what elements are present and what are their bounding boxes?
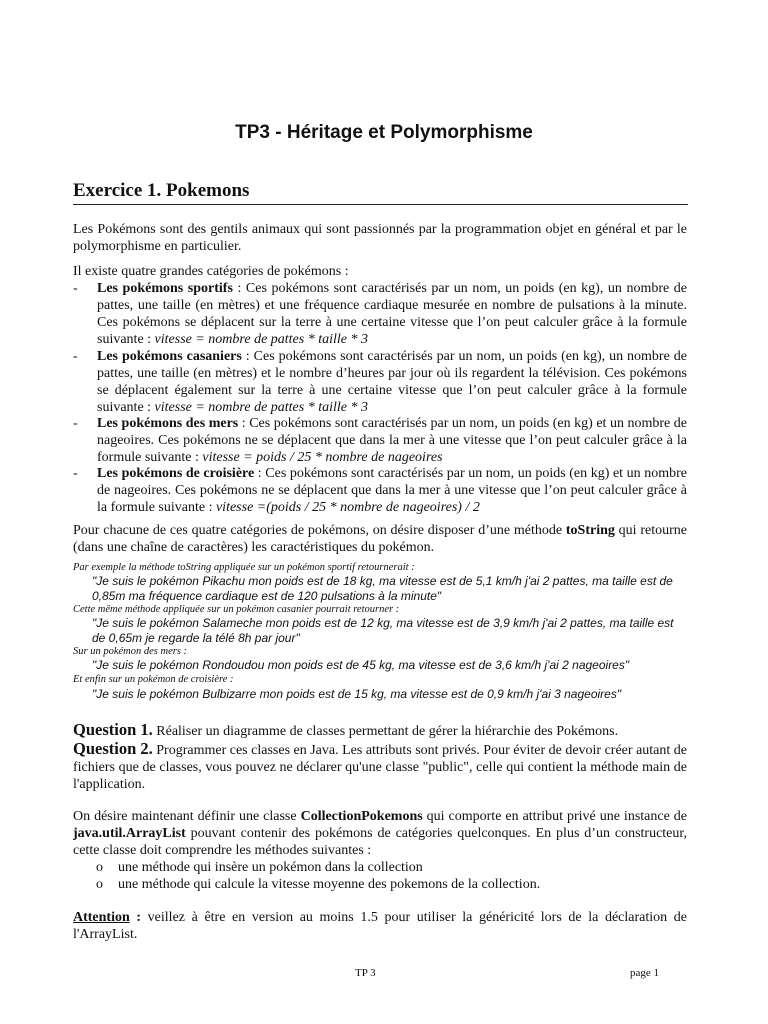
attention-label: Attention <box>73 910 130 925</box>
category-name: Les pokémons des mers <box>97 416 239 431</box>
category-formula: vitesse = poids / 25 * nombre de nageoires <box>202 450 443 465</box>
example-label: Par exemple la méthode toString appliquée sur un pokémon sportif retournerait : <box>73 562 415 573</box>
category-desc: : Ces pokémons sont caractérisés par un nom, un poids (en kg) et un nombre de nageoires. Ces pokémons ne se déplacent que dans la mer à une vitesse que l’on peut calculer grâce à la formule suivante : <box>97 466 687 515</box>
footer-center: TP 3 <box>355 967 376 979</box>
category-name: Les pokémons de croisière <box>97 466 255 481</box>
category-desc: : Ces pokémons sont caractérisés par un nom, un poids (en kg), un nombre de pattes, une taille (en mètres) et une fréquence cardiaque mesurée en nombre de pulsations à la minute. Ces pokémons se déplacent sur la terre à une certaine vitesse que l’on peut calculer grâce à la formule suivante : <box>97 281 688 347</box>
example-quote: "Je suis le pokémon Salameche mon poids est de 12 kg, ma vitesse est de 3,9 km/h j'ai 2 pattes, ma taille est de 0,65m je regarde la télé 8h par jour" <box>92 616 674 645</box>
example-label: Sur un pokémon des mers : <box>73 646 188 657</box>
list-marker: o <box>96 877 103 892</box>
bullet-dash: - <box>73 416 78 431</box>
intro-paragraph: Les Pokémons sont des gentils animaux qui sont passionnés par la programmation objet en général et par le polymorphisme en particulier. <box>73 222 687 254</box>
example-label: Cette même méthode appliquée sur un pokémon casanier pourrait retourner : <box>73 604 400 615</box>
collection-class-name: CollectionPokemons <box>300 809 423 824</box>
bullet-dash: - <box>73 349 78 364</box>
categories-intro: Il existe quatre grandes catégories de pokémons : <box>73 264 349 279</box>
list-item: o une méthode qui calcule la vitesse moyenne des pokemons de la collection. <box>96 877 541 892</box>
category-desc: : Ces pokémons sont caractérisés par un nom, un poids (en kg), un nombre de pattes, une taille (en mètres) et le nombre d’heures par jour où ils regardent la télévision. Ces pokémons se déplacent également sur la terre à une certaine vitesse que l’on peut calculer grâce à la formule suivante : <box>97 349 687 415</box>
bullet-dash: - <box>73 466 78 481</box>
collection-paragraph: On désire maintenant définir une classe CollectionPokemons qui comporte en attribut privé une instance de java.util.ArrayList pouvant contenir des pokémons de catégories quelconques. En plus d’un constructeur, cette classe doit comprendre les méthodes suivantes : <box>73 809 687 858</box>
question-label: Question 2. <box>73 739 153 758</box>
example-quote: "Je suis le pokémon Rondoudou mon poids est de 45 kg, ma vitesse est de 3,6 km/h j'ai 2 nageoires" <box>92 658 630 672</box>
question-text: Réaliser un diagramme de classes permettant de gérer la hiérarchie des Pokémons. <box>152 724 619 739</box>
category-formula: vitesse = nombre de pattes * taille * 3 <box>154 332 368 347</box>
footer-page-number: page 1 <box>630 967 660 979</box>
bullet-dash: - <box>73 281 78 296</box>
example-quote: "Je suis le pokémon Pikachu mon poids est de 18 kg, ma vitesse est de 5,1 km/h j'ai 2 pattes, ma taille est de 0,85m ma fréquence cardiaque est de 120 pulsations à la minute" <box>92 574 673 603</box>
question-2 <box>73 740 687 793</box>
category-desc: : Ces pokémons sont caractérisés par un nom, un poids (en kg) et un nombre de nageoires. Ces pokémons ne se déplacent que dans la mer à une vitesse que l’on peut calculer grâce à la formule suivante : <box>97 416 688 465</box>
question-1 <box>73 721 687 740</box>
question-label: Question 1. <box>73 720 153 739</box>
list-marker: o <box>96 860 103 875</box>
tostring-method: toString <box>565 523 615 538</box>
exercise-title: Exercice 1. Pokemons <box>73 180 688 205</box>
tostring-paragraph: Pour chacune de ces quatre catégories de pokémons, on désire disposer d’une méthode toString qui retourne (dans une chaîne de caractères) les caractéristiques du pokémon. <box>73 523 688 555</box>
attention-paragraph: Attention : veillez à être en version au moins 1.5 pour utiliser la généricité lors de la déclaration de l'ArrayList. <box>73 910 687 942</box>
arraylist-class: java.util.ArrayList <box>73 826 186 841</box>
category-formula: vitesse = nombre de pattes * taille * 3 <box>154 400 368 415</box>
page-title: TP3 - Héritage et Polymorphisme <box>235 122 533 143</box>
category-formula: vitesse =(poids / 25 * nombre de nageoires) / 2 <box>215 500 480 515</box>
category-name: Les pokémons sportifs <box>97 281 233 296</box>
list-item: o une méthode qui insère un pokémon dans la collection <box>96 860 423 875</box>
example-quote: "Je suis le pokémon Bulbizarre mon poids est de 15 kg, ma vitesse est de 0,9 km/h j'ai 3 nageoires" <box>92 687 622 701</box>
question-text: Programmer ces classes en Java. Les attributs sont privés. Pour éviter de devoir créer autant de fichiers que de classes, vous pouvez ne déclarer qu'une classe "public", celle qui contient la méthode main de l'application. <box>73 743 687 792</box>
category-name: Les pokémons casaniers <box>97 349 242 364</box>
example-label: Et enfin sur un pokémon de croisière : <box>73 674 234 685</box>
